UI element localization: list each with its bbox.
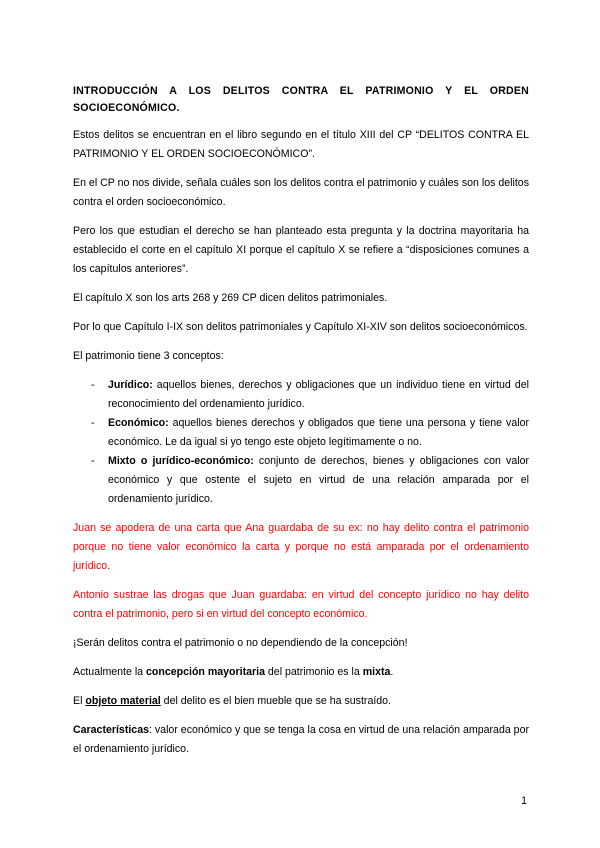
list-item-juridico: - Jurídico: aquellos bienes, derechos y obligaciones que un individuo tiene en virtud del reconocimiento del ordenamiento jurídico. <box>91 379 529 410</box>
concepts-list <box>73 376 529 509</box>
paragraph-5: Por lo que Capítulo I-IX son delitos patrimoniales y Capítulo XI-XIV son delitos socioeconómicos. <box>73 321 528 333</box>
p8-text-e: . <box>390 666 394 678</box>
p10-text-b: : valor económico y que se tenga la cosa en virtud de una relación amparada por el ordenamiento jurídico. <box>73 724 529 755</box>
example-2: Antonio sustrae las drogas que Juan guardaba: en virtud del concepto jurídico no hay delito contra el patrimonio, pero si en virtud del concepto económico. <box>73 589 529 620</box>
paragraph-6: El patrimonio tiene 3 conceptos: <box>73 350 224 362</box>
p8-bold-concepcion: concepción mayoritaria <box>146 666 265 678</box>
list-item-economico: - Económico: aquellos bienes derechos y obligados que tiene una persona y tiene valor económico. Le da igual si yo tengo este objeto legítimamente o no. <box>91 417 529 448</box>
p9-text-a: El <box>73 695 86 707</box>
paragraph-3: Pero los que estudian el derecho se han planteado esta pregunta y la doctrina mayoritaria ha establecido el corte en el capítulo XI porque el capítulo X se refiere a “disposiciones comunes a los capítulos anteriores”. <box>73 225 529 275</box>
paragraph-9 <box>73 692 529 711</box>
text-juridico: aquellos bienes, derechos y obligaciones que un individuo tiene en virtud del reconocimiento del ordenamiento jurídico. <box>108 379 529 410</box>
paragraph-4: El capítulo X son los arts 268 y 269 CP dicen delitos patrimoniales. <box>73 292 388 304</box>
paragraph-1: Estos delitos se encuentran en el libro segundo en el título XIII del CP “DELITOS CONTRA EL PATRIMONIO Y EL ORDEN SOCIOECONÓMICO”. <box>73 129 529 160</box>
p8-bold-mixta: mixta <box>362 666 391 678</box>
p10-bold-caracteristicas: Características <box>73 724 149 736</box>
list-item-mixto: - Mixto o jurídico-económico: conjunto de derechos, bienes y obligaciones con valor económico y que ostente el sujeto en virtud de una relación amparada por el ordenamiento jurídico. <box>91 455 529 505</box>
p9-bold-objeto: objeto material <box>85 695 161 707</box>
paragraph-10 <box>73 721 529 759</box>
paragraph-8 <box>73 663 529 682</box>
text-economico: aquellos bienes derechos y obligados que tiene una persona y tiene valor económico. Le da igual si yo tengo este objeto legítimamente o no. <box>108 417 529 448</box>
term-juridico: Jurídico: <box>108 379 153 391</box>
document-title: INTRODUCCIÓN A LOS DELITOS CONTRA EL PATRIMONIO Y EL ORDEN SOCIOECONÓMICO. <box>73 85 529 114</box>
paragraph-7: ¡Serán delitos contra el patrimonio o no dependiendo de la concepción! <box>73 637 408 649</box>
p9-text-c: del delito es el bien mueble que se ha sustraído. <box>160 695 392 707</box>
p8-text-c: del patrimonio es la <box>264 666 363 678</box>
text-mixto: conjunto de derechos, bienes y obligaciones con valor económico y que ostente el sujeto en virtud de una relación amparada por el ordenamiento jurídico. <box>108 455 529 505</box>
document-page <box>73 83 529 769</box>
term-economico: Económico: <box>108 417 169 429</box>
p8-text-a: Actualmente la <box>73 666 147 678</box>
term-mixto: Mixto o jurídico-económico: <box>108 455 254 467</box>
paragraph-2: En el CP no nos divide, señala cuáles son los delitos contra el patrimonio y cuáles son los delitos contra el orden socioeconómico. <box>73 177 529 208</box>
example-1: Juan se apodera de una carta que Ana guardaba de su ex: no hay delito contra el patrimonio porque no tiene valor económico la carta y porque no está amparada por el ordenamiento jurídico. <box>73 522 529 572</box>
page-number: 1 <box>521 795 527 807</box>
